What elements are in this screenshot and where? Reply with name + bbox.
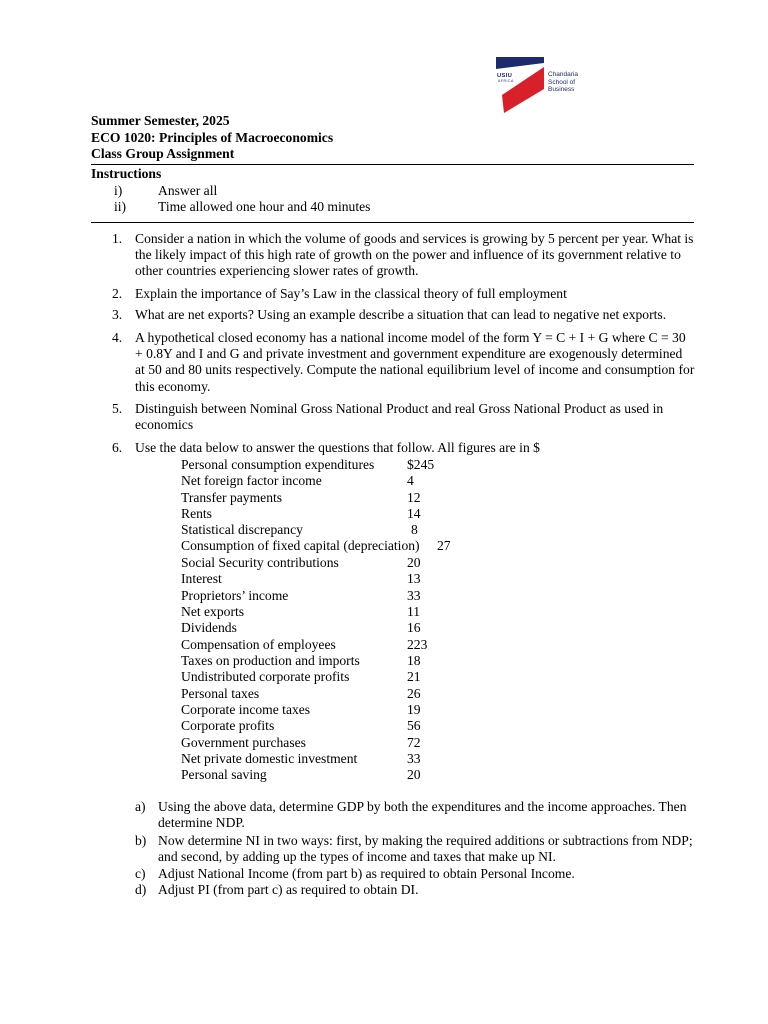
data-value: 11 [407,604,421,619]
data-value: 27 [437,538,451,553]
logo-brand-name: USIU [497,73,513,79]
data-label: Personal taxes [181,686,260,701]
data-label: Corporate profits [181,718,275,733]
logo-school-name [548,71,578,94]
data-value: 21 [407,669,421,684]
data-label: Interest [181,571,222,586]
data-label: Corporate income taxes [181,702,311,717]
data-label: Social Security contributions [181,555,339,570]
question-number: 6. [112,440,123,455]
data-label: Proprietors’ income [181,588,289,603]
sub-question-letter: c) [135,866,146,881]
data-value: 4 [407,473,414,488]
data-label: Consumption of fixed capital (depreciation) [181,538,420,553]
header-divider [91,164,694,165]
instruction-text: Answer all [158,183,218,198]
data-label: Personal consumption expenditures [181,457,375,472]
assignment-title: Class Group Assignment [91,146,235,161]
data-label: Taxes on production and imports [181,653,360,668]
data-label: Dividends [181,620,237,635]
data-value: 20 [407,767,421,782]
question-text: A hypothetical closed economy has a national income model of the form Y = C + I + G where C = 30 + 0.8Y and I and G and private investment and government expenditure are exogenously determined at 50 and 80 units respectively. Compute the national equilibrium level of income and consumption for this economy. [135,330,695,394]
logo-school-line: School of [548,78,576,86]
question-number: 3. [112,307,123,322]
data-value: 33 [407,588,421,603]
sub-question-letter: a) [135,799,146,814]
instruction-text: Time allowed one hour and 40 minutes [158,199,371,214]
school-logo [494,55,594,115]
data-label: Transfer payments [181,490,283,505]
question-number: 1. [112,231,123,246]
instruction-number: i) [114,183,123,198]
logo-school-line: Chandaria [548,71,578,78]
data-value: 26 [407,686,421,701]
data-label: Net private domestic investment [181,751,358,766]
logo-brand-sub: AFRICA [498,79,514,83]
instruction-number: ii) [114,199,127,214]
sub-question-text: Using the above data, determine GDP by both the expenditures and the income approaches. Then determine NDP. [158,799,687,831]
semester-title: Summer Semester, 2025 [91,113,230,128]
data-label: Net foreign factor income [181,473,322,488]
data-value: 19 [407,702,421,717]
logo-school-line: Business [548,86,575,94]
logo-emblem-icon [494,55,554,115]
data-value: $245 [407,457,435,472]
sub-question-text: Adjust PI (from part c) as required to obtain DI. [158,882,419,897]
question-text: Use the data below to answer the questions that follow. All figures are in $ [135,440,540,455]
question-number: 5. [112,401,123,416]
data-label: Statistical discrepancy [181,522,303,537]
instructions-divider [91,222,694,223]
data-value: 18 [407,653,421,668]
sub-question-letter: d) [135,882,147,897]
data-value: 56 [407,718,421,733]
data-value: 223 [407,637,428,652]
question-text: What are net exports? Using an example describe a situation that can lead to negative net exports. [135,307,667,322]
sub-question-letter: b) [135,833,147,848]
question-number: 2. [112,286,123,301]
logo-navy-band [496,57,544,69]
data-label: Government purchases [181,735,306,750]
question-text: Consider a nation in which the volume of goods and services is growing by 5 percent per year. What is the likely impact of this high rate of growth on the power and influence of its government relative to other countries experiencing slower rates of growth. [135,231,694,279]
data-value: 13 [407,571,421,586]
data-value: 20 [407,555,421,570]
data-value: 33 [407,751,421,766]
data-value: 8 [411,522,418,537]
question-number: 4. [112,330,123,345]
data-label: Personal saving [181,767,267,782]
data-label: Rents [181,506,212,521]
data-label: Net exports [181,604,245,619]
sub-question-text: Adjust National Income (from part b) as required to obtain Personal Income. [158,866,575,881]
question-text: Distinguish between Nominal Gross National Product and real Gross National Product as used in economics [135,401,664,433]
data-label: Compensation of employees [181,637,336,652]
course-title: ECO 1020: Principles of Macroeconomics [91,130,334,145]
data-value: 16 [407,620,421,635]
data-value: 14 [407,506,421,521]
data-value: 12 [407,490,421,505]
sub-question-text: Now determine NI in two ways: first, by making the required additions or subtractions from NDP; and second, by adding up the types of income and taxes that make up NI. [158,833,693,865]
instructions-title: Instructions [91,166,162,181]
data-label: Undistributed corporate profits [181,669,350,684]
data-value: 72 [407,735,421,750]
question-text: Explain the importance of Say’s Law in the classical theory of full employment [135,286,567,301]
